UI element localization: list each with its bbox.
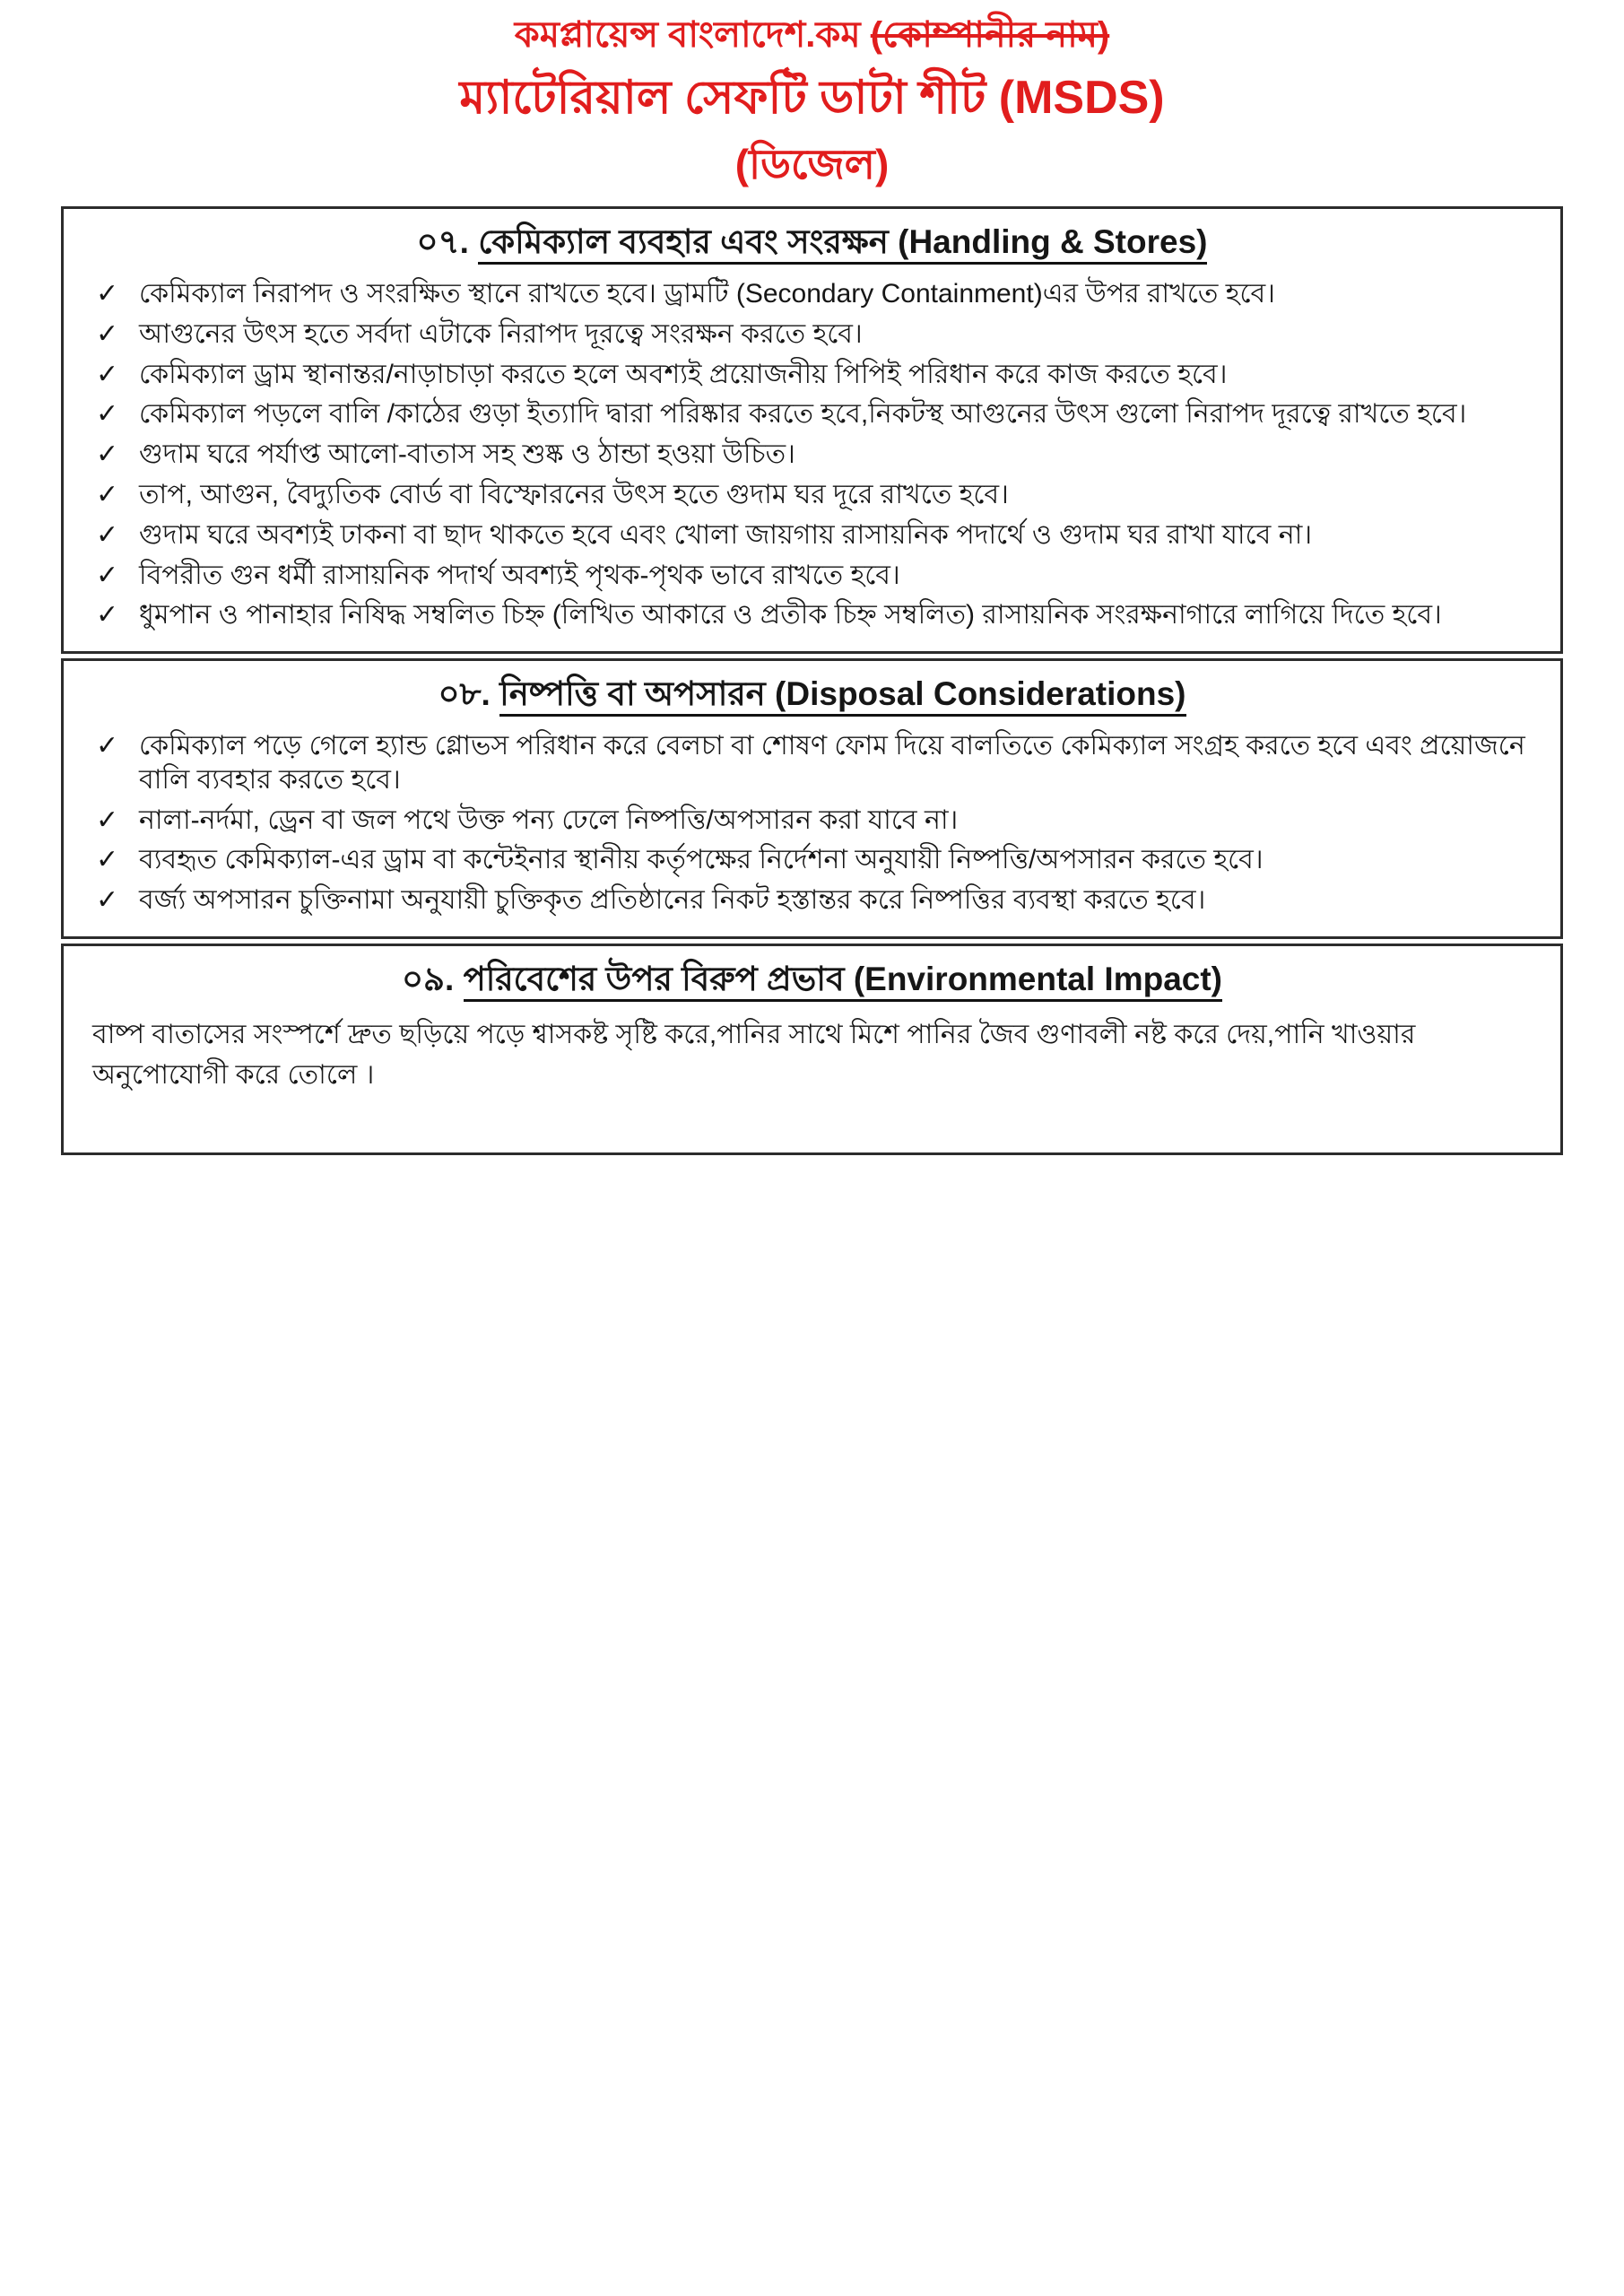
list-item-text: নালা-নর্দমা, ড্রেন বা জল পথে উক্ত পন্য ঢেলে নিষ্পত্তি/অপসারন করা যাবে না।	[139, 804, 959, 835]
document-title: ম্যাটেরিয়াল সেফটি ডাটা শীট (MSDS)	[459, 72, 1165, 124]
company-title-line	[0, 11, 1624, 59]
disposal-checklist	[89, 729, 1535, 918]
environmental-impact-text: বাষ্প বাতাসের সংস্পর্শে দ্রুত ছড়িয়ে পড়ে শ্বাসকষ্ট সৃষ্টি করে,পানির সাথে মিশে পানির জৈব গুণাবলী নষ্ট করে দেয়,পানি খাওয়ার অনুপোযোগী করে তোলে ।	[92, 1019, 1416, 1090]
section-number: ০৮.	[438, 675, 491, 713]
check-icon: ✓	[96, 278, 119, 309]
document-header	[0, 0, 1624, 192]
check-icon: ✓	[96, 845, 119, 875]
check-icon: ✓	[96, 804, 119, 835]
check-icon: ✓	[96, 318, 119, 349]
list-item-text: কেমিক্যাল পড়লে বালি /কাঠের গুড়া ইত্যাদি দ্বারা পরিষ্কার করতে হবে,নিকটস্থ আগুনের উৎস গুলো নিরাপদ দূরত্বে রাখতে হবে।	[139, 399, 1467, 430]
list-item	[96, 478, 1535, 512]
list-item	[96, 883, 1535, 918]
company-name-text: কমপ্লায়েন্স বাংলাদেশ.কম	[514, 15, 871, 55]
list-item-text: কেমিক্যাল ড্রাম স্থানান্তর/নাড়াচাড়া করতে হলে অবশ্যই প্রয়োজনীয় পিপিই পরিধান করে কাজ করতে হবে।	[139, 359, 1228, 389]
list-item	[96, 397, 1535, 431]
section-number: ০৯.	[401, 961, 455, 998]
list-item	[96, 843, 1535, 877]
section-disposal-considerations	[61, 658, 1563, 939]
list-item-text: গুদাম ঘরে পর্যাপ্ত আলো-বাতাস সহ শুষ্ক ও ঠান্ডা হওয়া উচিত।	[139, 439, 795, 470]
list-item	[96, 559, 1535, 593]
section-heading	[89, 220, 1535, 265]
list-item	[96, 804, 1535, 838]
material-name-subtitle: (ডিজেল)	[734, 141, 890, 188]
check-icon: ✓	[96, 885, 119, 916]
list-item-text: ধুমপান ও পানাহার নিষিদ্ধ সম্বলিত চিহ্ন (লিখিত আকারে ও প্রতীক চিহ্ন সম্বলিত) রাসায়নিক সংরক্ষনাগারে লাগিয়ে দিতে হবে।	[139, 600, 1442, 631]
check-icon: ✓	[96, 560, 119, 590]
check-icon: ✓	[96, 359, 119, 389]
section-title: নিষ্পত্তি বা অপসারন (Disposal Considerations)	[499, 675, 1185, 717]
handling-checklist	[89, 277, 1535, 632]
list-item-text: ব্যবহৃত কেমিক্যাল-এর ড্রাম বা কন্টেইনার স্থানীয় কর্তৃপক্ষের নির্দেশনা অনুযায়ী নিষ্পত্তি/অপসারন করতে হবে।	[139, 845, 1264, 875]
list-item	[96, 598, 1535, 632]
list-item	[96, 729, 1535, 797]
list-item-text: কেমিক্যাল পড়ে গেলে হ্যান্ড গ্লোভস পরিধান করে বেলচা বা শোষণ ফোম দিয়ে বালতিতে কেমিক্যাল সংগ্রহ করতে হবে এবং প্রয়োজনে বালি ব্যবহার করতে হবে।	[139, 731, 1525, 795]
list-item-text: বর্জ্য অপসারন চুক্তিনামা অনুযায়ী চুক্তিকৃত প্রতিষ্ঠানের নিকট হস্তান্তর করে নিষ্পত্তির ব্যবস্থা করতে হবে।	[139, 885, 1206, 916]
document-body	[61, 206, 1563, 1155]
list-item-text: বিপরীত গুন ধর্মী রাসায়নিক পদার্থ অবশ্যই পৃথক-পৃথক ভাবে রাখতে হবে।	[139, 560, 900, 590]
section-heading	[89, 957, 1535, 1002]
list-item	[96, 277, 1535, 311]
list-item	[96, 358, 1535, 392]
list-item-text: কেমিক্যাল নিরাপদ ও সংরক্ষিত স্থানে রাখতে হবে। ড্রামটি (Secondary Containment)এর উপর রাখতে হবে।	[139, 278, 1275, 309]
section-heading	[89, 672, 1535, 717]
check-icon: ✓	[96, 479, 119, 509]
list-item-text: তাপ, আগুন, বৈদ্যুতিক বোর্ড বা বিস্ফোরনের উৎস হতে গুদাম ঘর দূরে রাখতে হবে।	[139, 479, 1009, 509]
check-icon: ✓	[96, 439, 119, 470]
check-icon: ✓	[96, 519, 119, 550]
list-item-text: গুদাম ঘরে অবশ্যই ঢাকনা বা ছাদ থাকতে হবে এবং খোলা জায়গায় রাসায়নিক পদার্থে ও গুদাম ঘর রাখা যাবে না।	[139, 519, 1313, 550]
section-handling-stores	[61, 206, 1563, 654]
list-item-text: আগুনের উৎস হতে সর্বদা এটাকে নিরাপদ দূরত্বে সংরক্ষন করতে হবে।	[139, 318, 863, 349]
section-number: ০৭.	[416, 222, 469, 260]
check-icon: ✓	[96, 731, 119, 761]
section-environmental-impact	[61, 944, 1563, 1155]
list-item	[96, 317, 1535, 352]
list-item	[96, 438, 1535, 472]
section-title: পরিবেশের উপর বিরুপ প্রভাব (Environmental Impact)	[464, 961, 1222, 1002]
check-icon: ✓	[96, 399, 119, 430]
check-icon: ✓	[96, 600, 119, 631]
company-name-placeholder-struck: (কোম্পানীর নাম)	[870, 15, 1110, 55]
list-item	[96, 518, 1535, 552]
section-title: কেমিক্যাল ব্যবহার এবং সংরক্ষন (Handling & Stores)	[478, 223, 1207, 265]
